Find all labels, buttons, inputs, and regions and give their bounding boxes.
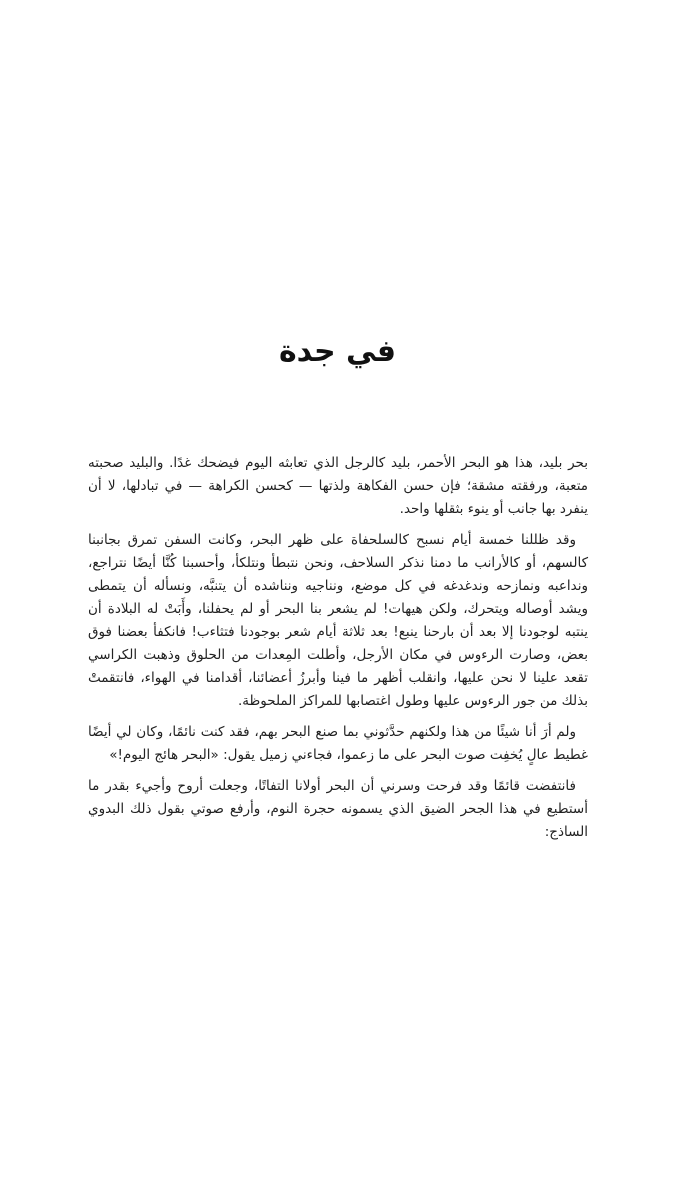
paragraph-3: ولم أرَ أنا شيئًا من هذا ولكنهم حدَّثوني بما صنع البحر بهم، فقد كنت نائمًا، وكان لي أيضًا غطيط عالٍ يُخفِت صوت البحر على ما زعموا، فجاءني زميل يقول: «البحر هائج اليوم!» [88, 724, 588, 763]
paragraph-4: فانتفضت قائمًا وقد فرحت وسرني أن البحر أولانا التفاتًا، وجعلت أروح وأجيء بقدر ما أستطيع في هذا الجحر الضيق الذي يسمونه حجرة النوم، وأرفع صوتي بقول ذلك البدوي الساذج: [88, 778, 588, 840]
chapter-title: في جدة [278, 334, 397, 369]
paragraph-1: بحر بليد، هذا هو البحر الأحمر، بليد كالرجل الذي تعابثه اليوم فيضحك غدًا. والبليد صحبته متعبة، ورفقته مشقة؛ فإن حسن الفكاهة ولذتها — كحسن الكراهة — في تبادلها، لا أن ينفرد بها جانب أو ينوء بثقلها واحد. [88, 455, 588, 517]
paragraph-2: وقد ظللنا خمسة أيام نسبح كالسلحفاة على ظهر البحر، وكانت السفن تمرق بجانبنا كالسهم، أو كالأرانب ما دمنا نذكر السلاحف، ونحن نتبطأ ونتلكأ، وأحسبنا كُنَّا أيضًا نتراجع، ونداعبه ونمازحه وندغدغه في كل موضع، ونناجيه ونناشده أن يتنبَّه، ونسأله أن يتمطى ويشد أوصاله ويتحرك، ولكن هيهات! لم يشعر بنا البحر أو لم يحفلنا، وأَبَتْ له البلادة أن ينتبه لوجودنا إلا بعد أن بارحنا ينبع! بعد ثلاثة أيام شعر بوجودنا فتثاءب! فانكفأ بعضنا فوق بعض، وصارت الرءوس في مكان الأرجل، وأطلت المِعدات من الحلوق وذهبت الكراسي تقعد علينا لا نحن عليها، وانقلب أظهر ما فينا وأبرزُ أعضائنا، أقدامنا في الهواء، فانتقمتْ بذلك من جور الرءوس عليها وطول اغتصابها للمراكز الملحوظة. [88, 532, 588, 709]
chapter-body [88, 452, 588, 852]
